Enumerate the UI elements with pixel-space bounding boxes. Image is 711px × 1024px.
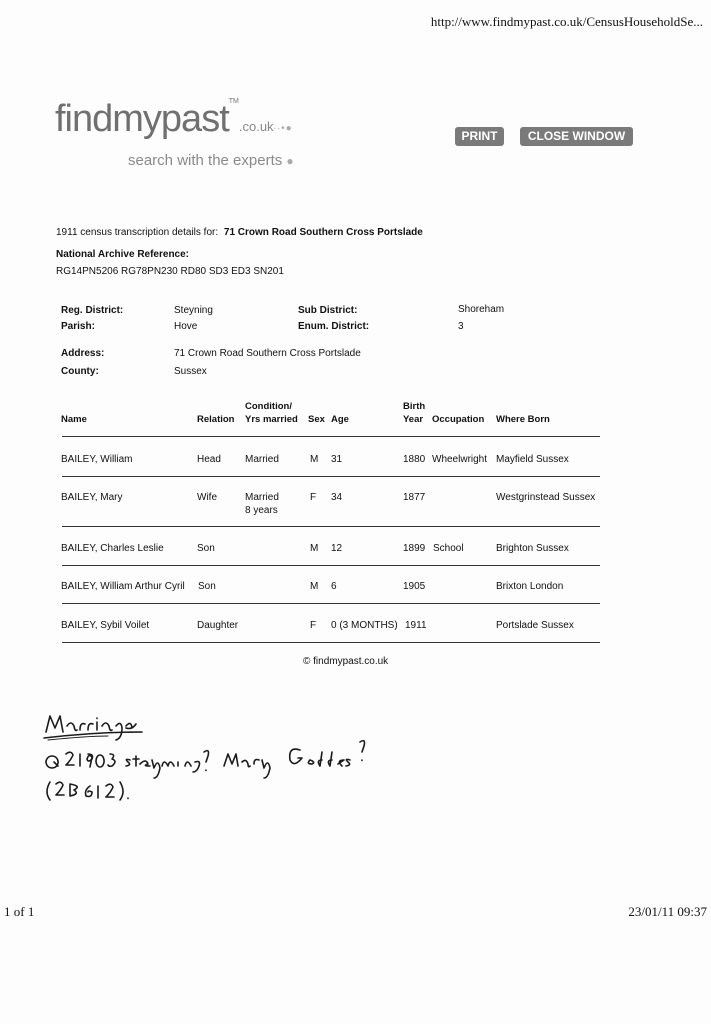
row3-where-born: Brighton Sussex [496, 543, 569, 554]
row1-age: 31 [331, 454, 343, 465]
intro-text: 1911 census transcription details for: [56, 227, 219, 238]
reg-district-value: Steyning [174, 305, 213, 316]
findmypast-logo [55, 98, 293, 141]
sub-district-value: Shoreham [458, 304, 505, 315]
row1-name: BAILEY, William [61, 454, 133, 465]
print-button[interactable]: PRINT [455, 127, 504, 146]
row2-relation: Wife [197, 492, 217, 503]
row3-relation: Son [197, 543, 215, 554]
row1-relation: Head [197, 454, 221, 465]
enum-district-label: Enum. District: [298, 321, 370, 332]
header-sex: Sex [308, 414, 325, 425]
parish-value: Hove [174, 321, 198, 332]
row4-where-born: Brixton London [496, 581, 564, 592]
row2-yrs-married: 8 years [245, 505, 278, 516]
row4-age: 6 [331, 581, 337, 592]
row5-where-born: Portslade Sussex [496, 620, 574, 631]
row-divider [62, 526, 600, 527]
header-yrs-married: Yrs married [245, 414, 298, 425]
logo-tagline [128, 152, 294, 169]
row3-name: BAILEY, Charles Leslie [61, 543, 164, 554]
row5-age: 0 (3 MONTHS) [331, 620, 398, 631]
row5-year: 1911 [405, 620, 427, 631]
row3-age: 12 [331, 543, 343, 554]
nar-value: RG14PN5206 RG78PN230 RD80 SD3 ED3 SN201 [56, 266, 284, 277]
row-divider [62, 603, 600, 604]
row2-age: 34 [331, 492, 343, 503]
logo-domain: .co.uk [238, 119, 274, 134]
row1-occupation: Wheelwright [432, 454, 488, 465]
row1-where-born: Mayfield Sussex [496, 454, 569, 465]
row4-relation: Son [198, 581, 216, 592]
nar-label: National Archive Reference: [56, 249, 190, 260]
row1-condition: Married [245, 454, 279, 465]
row2-year: 1877 [403, 492, 426, 503]
logo-main-text: findmypast [55, 98, 229, 140]
row4-year: 1905 [403, 581, 426, 592]
row3-sex: M [310, 543, 319, 554]
sub-district-label: Sub District: [298, 305, 358, 316]
transcription-title [56, 227, 423, 238]
header-name: Name [61, 414, 87, 425]
row5-sex: F [310, 620, 317, 631]
print-datetime: 23/01/11 09:37 [628, 904, 707, 919]
row2-sex: F [310, 492, 317, 503]
logo-trademark: TM [228, 98, 239, 105]
header-age: Age [331, 414, 349, 425]
copyright: © findmypast.co.uk [303, 656, 389, 667]
address-label: Address: [61, 348, 105, 359]
county-value: Sussex [174, 366, 207, 377]
row4-sex: M [310, 581, 319, 592]
browser-url: http://www.findmypast.co.uk/CensusHouseholdSe... [430, 14, 703, 29]
page-count: 1 of 1 [4, 904, 35, 919]
tagline-text: search with the experts [128, 152, 283, 169]
county-label: County: [61, 366, 99, 377]
title-address: 71 Crown Road Southern Cross Portslade [223, 227, 423, 238]
row5-relation: Daughter [197, 620, 239, 631]
enum-district-value: 3 [458, 321, 464, 332]
dot-icon: ● [286, 154, 294, 168]
row3-occupation: School [433, 543, 464, 554]
row1-sex: M [310, 454, 319, 465]
parish-label: Parish: [61, 321, 95, 332]
row-divider [62, 642, 600, 643]
row2-condition: Married [245, 492, 279, 503]
handwritten-note [40, 712, 460, 812]
row3-year: 1899 [403, 543, 426, 554]
header-divider [62, 436, 600, 437]
header-birth: Birth [403, 401, 426, 412]
address-value: 71 Crown Road Southern Cross Portslade [174, 348, 361, 359]
header-occupation: Occupation [432, 414, 485, 425]
row4-name: BAILEY, William Arthur Cyril [61, 581, 185, 592]
row-divider [62, 565, 600, 566]
reg-district-label: Reg. District: [61, 305, 124, 316]
header-where-born: Where Born [496, 414, 550, 425]
row2-name: BAILEY, Mary [61, 492, 123, 503]
header-year: Year [403, 414, 424, 425]
header-condition: Condition/ [245, 401, 292, 412]
row1-year: 1880 [403, 454, 426, 465]
header-relation: Relation [197, 414, 235, 425]
dots-icon: ∙∙•● [273, 123, 293, 134]
row5-name: BAILEY, Sybil Voilet [61, 620, 150, 631]
close-window-button[interactable]: CLOSE WINDOW [520, 127, 633, 146]
row-divider [62, 476, 600, 477]
row2-where-born: Westgrinstead Sussex [496, 492, 596, 503]
